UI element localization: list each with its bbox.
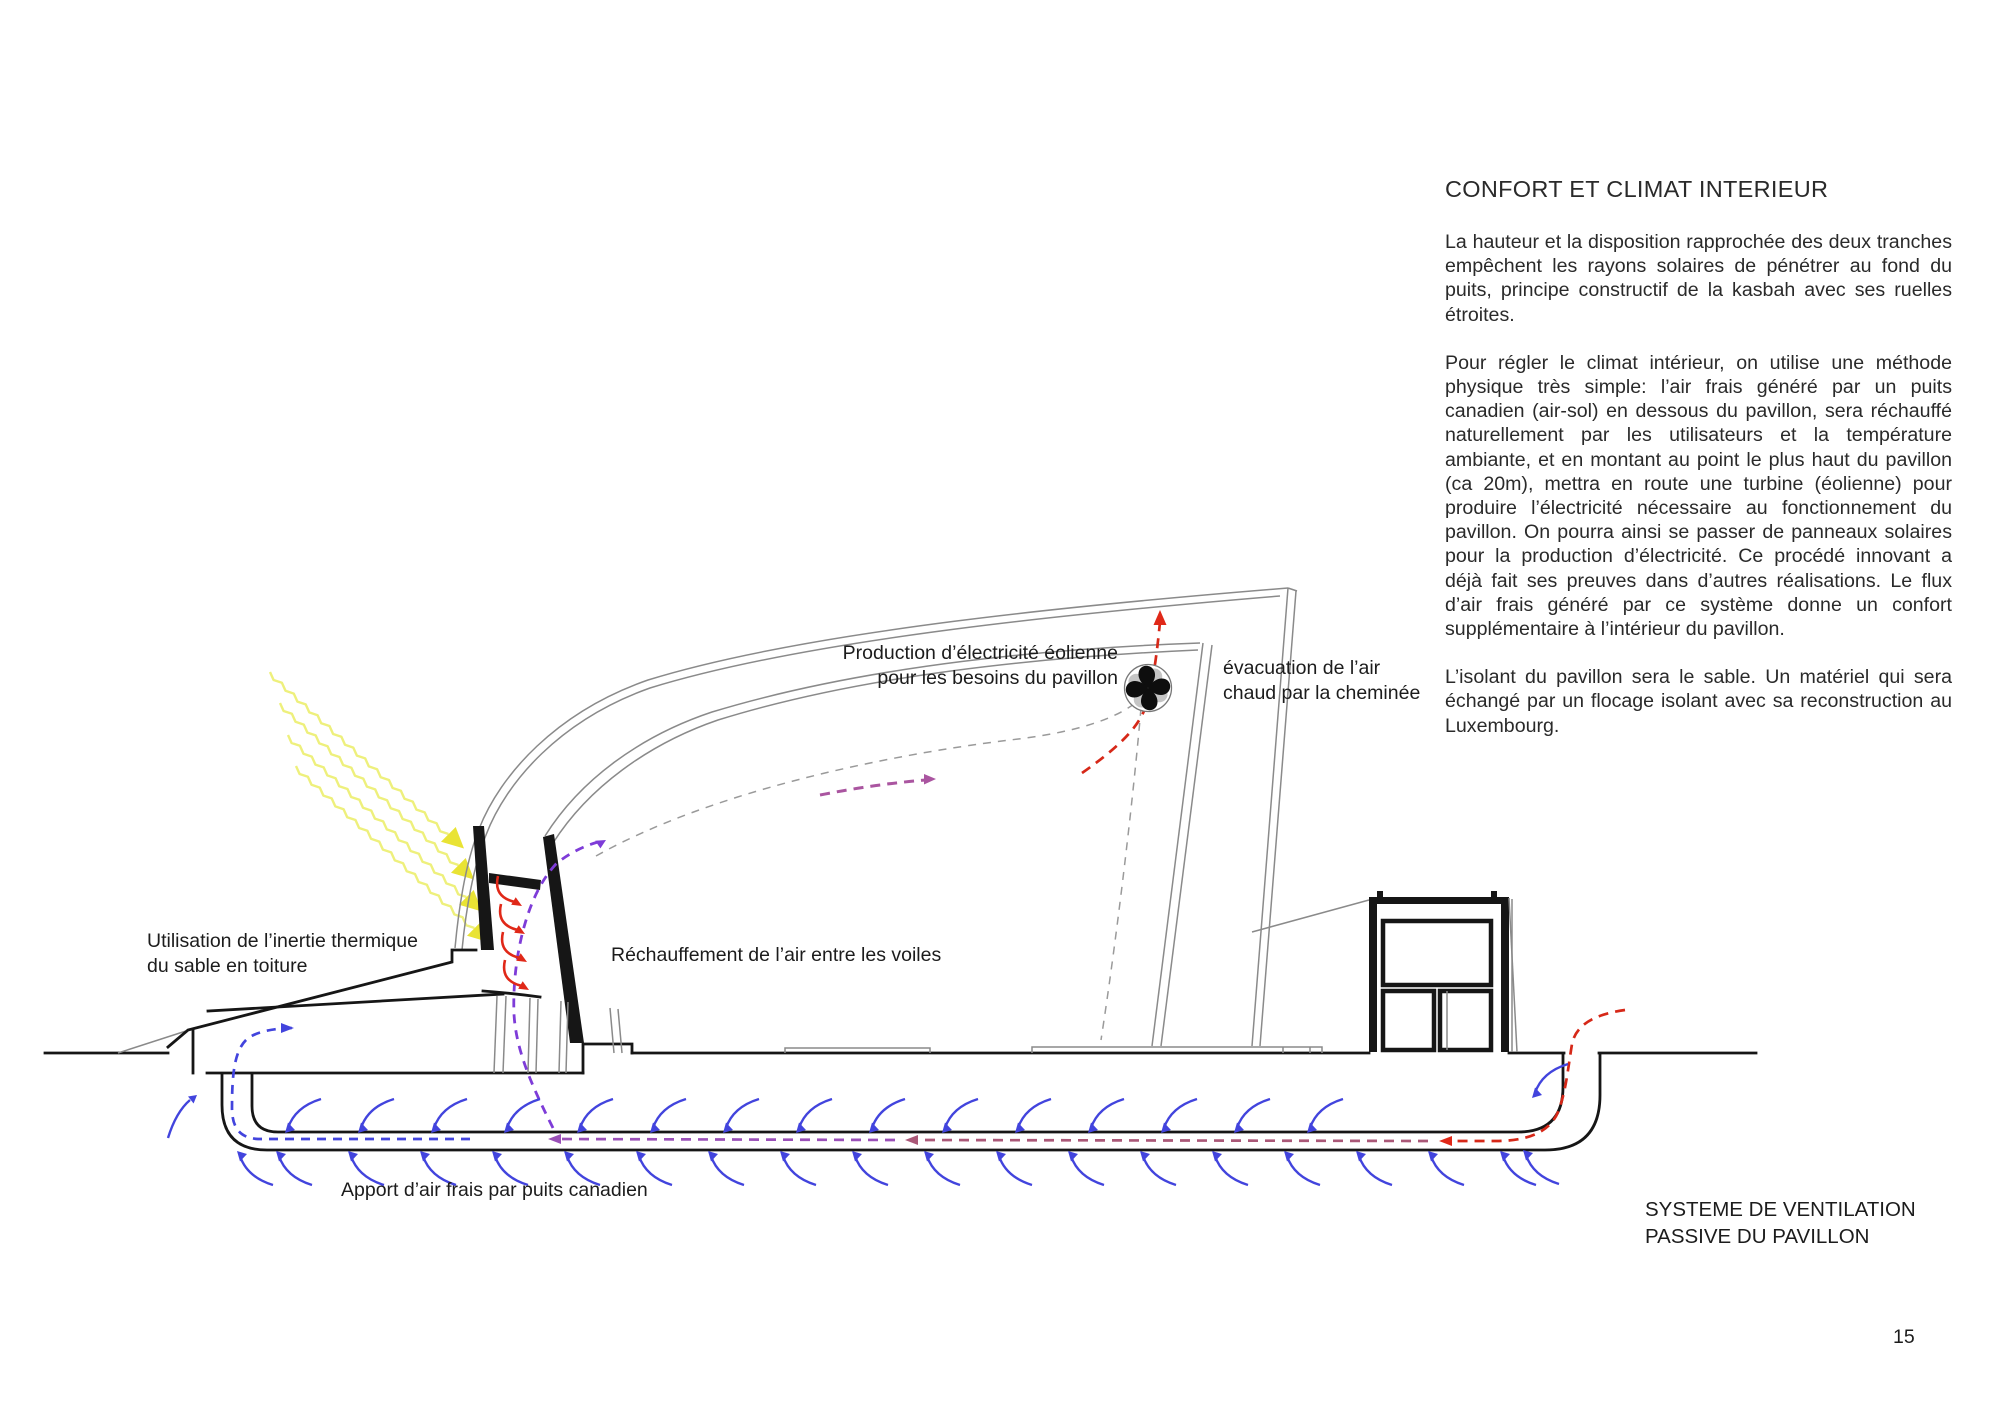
voile-walls — [473, 826, 622, 1073]
label-production: Production d’électricité éolienne pour les besoins du pavillon — [842, 642, 1118, 689]
interior-partition-lines — [494, 996, 622, 1073]
label-apport: Apport d’air frais par puits canadien — [341, 1179, 648, 1201]
page-number: 15 — [1893, 1326, 1915, 1348]
article-paragraph: L’isolant du pavillon sera le sable. Un matériel qui sera échangé par un flocage isolant avec sa reconstruction au Luxembourg. — [1445, 666, 1952, 737]
label-inertia: Utilisation de l’inertie thermique du sable en toiture — [147, 930, 418, 977]
wind-turbine-icon — [1125, 665, 1172, 712]
label-rechauffement: Réchauffement de l’air entre les voiles — [611, 944, 942, 966]
cool-air-arrows — [168, 1064, 1568, 1185]
article-paragraph: La hauteur et la disposition rapprochée des deux tranches empêchent les rayons solaires de pénétrer au fond du puits, principe constructif de la kasbah avec ses ruelles étroites. — [1445, 231, 1952, 326]
article-heading: CONFORT ET CLIMAT INTERIEUR — [1445, 176, 1829, 202]
label-evacuation: évacuation de l’air chaud par la cheminée — [1223, 657, 1421, 704]
solar-rays — [270, 672, 490, 943]
technical-building-section — [1369, 891, 1517, 1052]
article-paragraph: Pour régler le climat intérieur, on utilise une méthode physique très simple: l’air frais généré par un puits canadien (air-sol) en dessous du pavillon, sera réchauffé naturellement par les utilisateurs et la température ambiante, et en montant au point le plus haut du pavillon (ca 20m), mettra en route une turbine (éolienne) pour produire l’électricité nécessaire au fonctionnement du pavillon. On pourra ainsi se passer de panneaux solaires pour la production d’électricité. Ce procédé innovant a déjà fait ses preuves dans d’autres réalisations. Le flux d’air frais généré par ce système donne un confort supplémentaire à l’intérieur du pavillon. — [1445, 351, 1952, 641]
underground-duct — [222, 1054, 1600, 1150]
diagram-caption: SYSTEME DE VENTILATION PASSIVE DU PAVILLON — [1645, 1198, 1916, 1248]
warm-air-arrows — [497, 876, 529, 990]
article-column — [1445, 176, 1952, 762]
ground-and-floor — [632, 900, 1756, 1053]
